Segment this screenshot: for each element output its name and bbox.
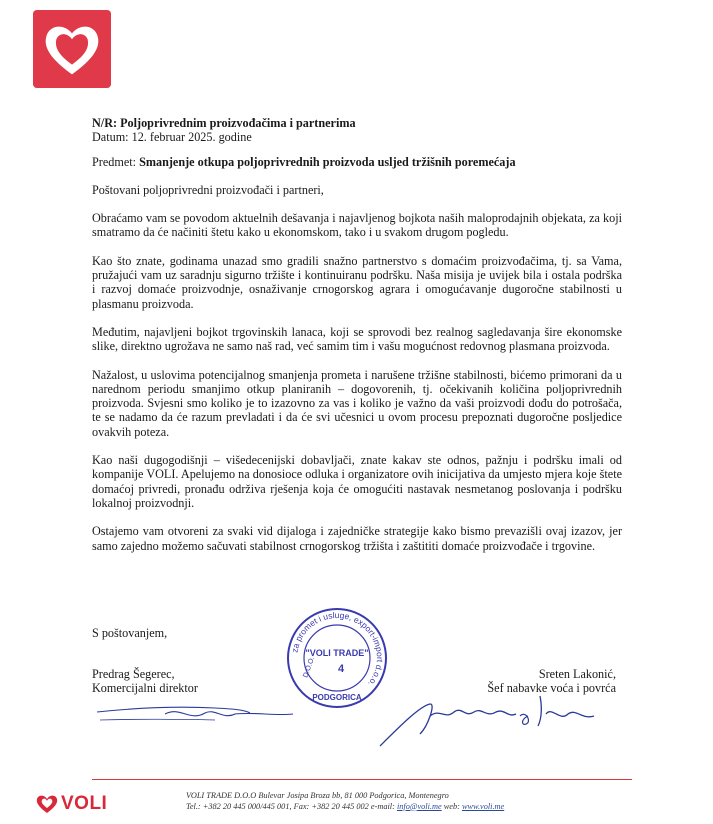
stamp-ring-text: za promet i usluge, export-import d.o.o.	[289, 609, 386, 689]
recipient-line: N/R: Poljoprivrednim proizvođačima i partnerima	[92, 116, 356, 130]
footer-divider	[92, 779, 632, 780]
signature-left	[92, 667, 198, 696]
stamp-number: 4	[337, 663, 345, 675]
left-signer-title: Komercijalni direktor	[92, 681, 198, 696]
footer-logo	[36, 793, 107, 815]
paragraph-4: Nažalost, u uslovima potencijalnog smanjenja prometa i narušene tržišne stabilnosti, bićemo primorani da u narednom periodu smanjimo otkup planiranih – dogovorenih, tj. očekivanih količina poljoprivrednih proizvoda. Svjesni smo koliko je to izazovno za vas i koliko je važno da vaši proizvodi dođu do potrošača, te se nadamo da će razum prevladati i da će svi učesnici u ovom procesu prepoznati dugoročne posljedice ovakvih poteza.	[92, 367, 622, 439]
date-line: Datum: 12. februar 2025. godine	[92, 130, 252, 145]
paragraph-1: Obraćamo vam se povodom aktuelnih dešavanja i najavljenog bojkota naših maloprodajnih objekata, za koji smatramo da će načiniti štetu kako u ekonomskom, tako i u svakom drugom pogledu.	[92, 211, 622, 240]
right-handwritten-signature	[370, 686, 600, 756]
voli-heart-logo	[33, 10, 111, 88]
stamp-company: "VOLI TRADE"	[305, 648, 369, 658]
right-signer-title: Šef nabavke voća i povrća	[487, 681, 616, 696]
footer-address: VOLI TRADE D.O.O Bulevar Josipa Broza bb, 81 000 Podgorica, Montenegro	[186, 791, 449, 800]
footer-web-label: web:	[441, 801, 462, 811]
company-stamp	[285, 606, 389, 710]
footer-email-link[interactable]: info@voli.me	[396, 801, 442, 811]
left-handwritten-signature	[95, 698, 295, 728]
footer-contacts	[186, 802, 504, 813]
footer-phone: Tel.: +382 20 445 000/445 001, Fax: +382 20 445 002 e-mail:	[186, 801, 397, 811]
subject-text: Smanjenje otkupa poljoprivrednih proizvoda usljed tržišnih poremećaja	[139, 154, 516, 169]
letter-content	[92, 116, 622, 567]
stamp-city: PODGORICA	[312, 693, 362, 702]
footer-web-link[interactable]: www.voli.me	[461, 801, 505, 811]
right-signer-name: Sreten Lakonić,	[538, 667, 616, 681]
closing: S poštovanjem,	[92, 626, 168, 640]
greeting: Poštovani poljoprivredni proizvođači i partneri,	[92, 182, 324, 197]
paragraph-5: Kao naši dugogodišnji – višedecenijski dobavljači, znate kakav ste odnos, pažnju i podršku imali od kompanije VOLI. Apelujemo na donosioce odluka i organizatore ovih inicijativa da umjesto mjera koje štete domaćoj privredi, pronađu održiva rješenja koja će omogućiti nastavak nesmetanog poslovanja i podršku lokalnoj proizvodnji.	[92, 453, 622, 510]
left-signer-name: Predrag Šegerec,	[92, 667, 175, 681]
paragraph-6: Ostajemo vam otvoreni za svaki vid dijaloga i zajedničke strategije kako bismo prevazišli ovaj izazov, jer samo zajedno možemo sačuvati stabilnost crnogorskog tržišta i zaštititi domaće proizvođače i trgovine.	[92, 524, 622, 553]
stamp-left-text: D.O.O.	[302, 655, 317, 679]
footer-brand: VOLI	[61, 793, 108, 814]
footer-text	[186, 791, 504, 812]
subject-label: Predmet:	[92, 154, 137, 169]
paragraph-3: Međutim, najavljeni bojkot trgovinskih lanaca, koji se sprovodi bez realnog sagledavanja šire ekonomske slike, direktno ugrožava ne samo naš rad, već samim tim i vašu mogućnost redovnog plasmana proizvoda.	[92, 324, 622, 354]
paragraph-2: Kao što znate, godinama unazad smo gradili snažno partnerstvo s domaćim proizvođačima, tj. sa Vama, pružajući vam uz saradnju sigurno tržište i kontinuiranu podršku. Naša misija je uvijek bila i ostala podrška i razvoj domaće proizvodnje, osnaživanje crnogorskog agrara i omogućavanje dugoročne stabilnosti u plasmanu proizvoda.	[92, 253, 622, 311]
footer-heart-icon	[36, 794, 58, 814]
subject-line	[92, 155, 622, 169]
